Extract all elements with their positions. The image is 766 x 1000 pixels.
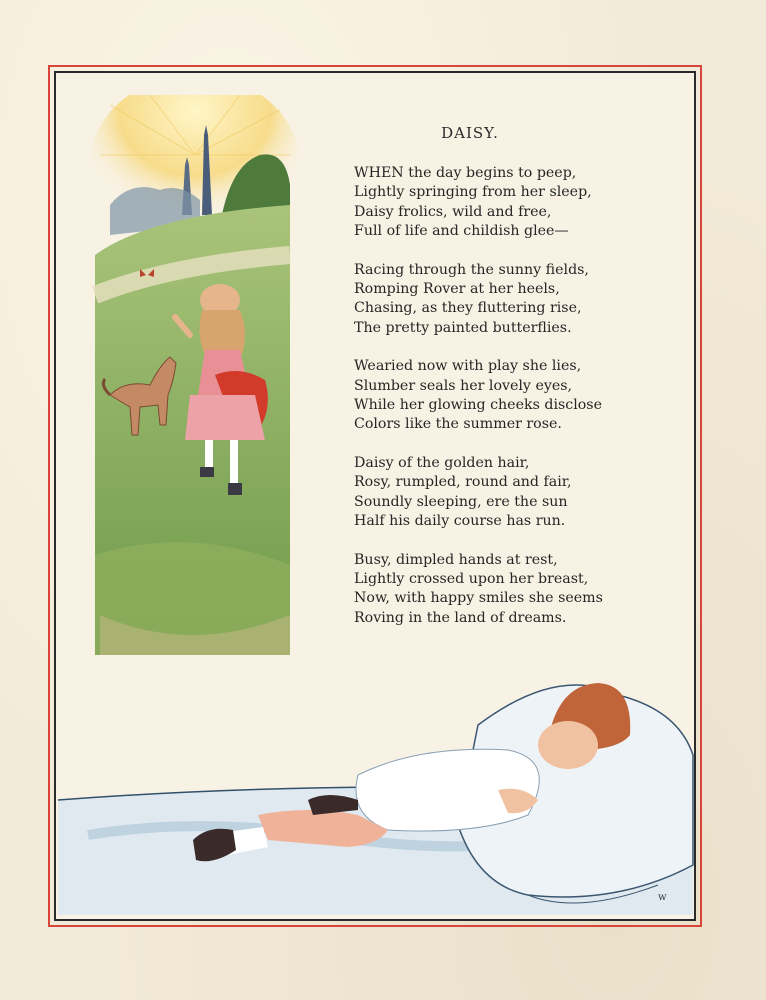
sleeping-girl-illustration — [58, 665, 698, 920]
skirt — [185, 395, 265, 440]
poem-line: Racing through the sunny fields, — [354, 261, 589, 278]
shoe — [228, 483, 242, 495]
poem-line: Daisy of the golden hair, — [354, 454, 530, 471]
poem-line: Lightly crossed upon her breast, — [354, 570, 589, 587]
stanza — [354, 164, 654, 242]
artist-monogram: w — [658, 892, 667, 903]
poem-line: WHEN the day begins to peep, — [354, 165, 577, 181]
poem-line: Busy, dimpled hands at rest, — [354, 551, 558, 568]
poem-line: Slumber seals her lovely eyes, — [354, 377, 573, 394]
poem-line: The pretty painted butterflies. — [354, 319, 572, 336]
girl-face — [538, 721, 598, 769]
poem-title: DAISY. — [441, 124, 499, 142]
poem-body — [354, 164, 654, 647]
poem-line: Chasing, as they fluttering rise, — [354, 300, 582, 317]
poem-line: Rosy, rumpled, round and fair, — [354, 474, 572, 491]
poem-line: Roving in the land of dreams. — [354, 609, 567, 626]
stanza — [354, 551, 654, 629]
shoe — [200, 467, 214, 477]
stanza — [354, 454, 654, 532]
stanza — [354, 357, 654, 435]
poem-line: Soundly sleeping, ere the sun — [354, 493, 568, 510]
poem-line: Lightly springing from her sleep, — [354, 184, 592, 201]
stanza — [354, 261, 654, 339]
poem-line: Daisy frolics, wild and free, — [354, 203, 552, 220]
poem-line: Romping Rover at her heels, — [354, 281, 560, 298]
poem-line: Half his daily course has run. — [354, 513, 566, 530]
girl-and-dog-illustration — [90, 95, 300, 655]
poem-line: Wearied now with play she lies, — [354, 358, 582, 375]
poem-line: Now, with happy smiles she seems — [354, 590, 603, 607]
poem-line: Colors like the summer rose. — [354, 416, 562, 433]
poem-line: While her glowing cheeks disclose — [354, 397, 602, 414]
poem-line: Full of life and childish glee— — [354, 223, 569, 240]
